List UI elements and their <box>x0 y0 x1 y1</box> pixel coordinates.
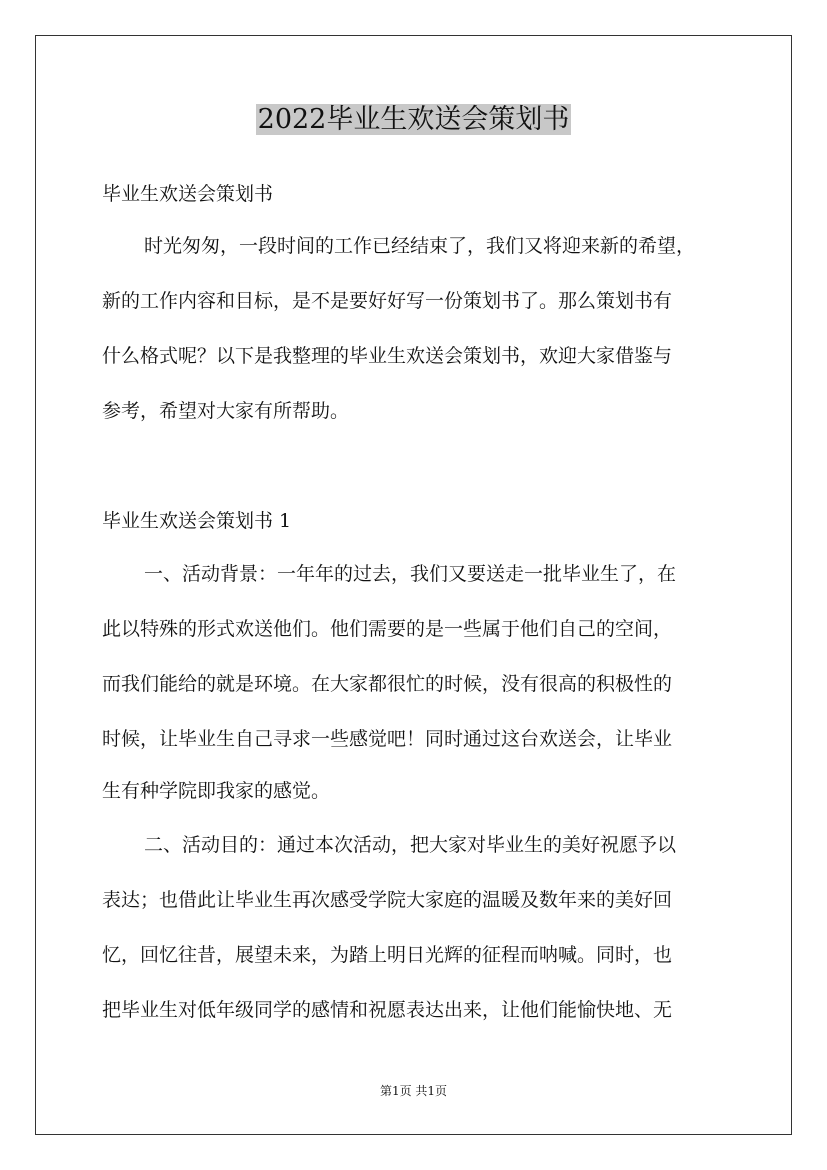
section-heading: 毕业生欢送会策划书 1 <box>102 510 292 532</box>
intro-line: 新的工作内容和目标，是不是要好好写一份策划书了。那么策划书有 <box>102 290 673 312</box>
paragraph-line: 此以特殊的形式欢送他们。他们需要的是一些属于他们自己的空间， <box>102 618 673 640</box>
paragraph-line: 表达；也借此让毕业生再次感受学院大家庭的温暖及数年来的美好回 <box>102 889 673 911</box>
page-footer: 第1页 共1页 <box>379 1084 448 1098</box>
paragraph-line: 而我们能给的就是环境。在大家都很忙的时候，没有很高的积极性的 <box>102 673 673 695</box>
intro-line: 什么格式呢？以下是我整理的毕业生欢送会策划书，欢迎大家借鉴与 <box>102 345 673 367</box>
paragraph-line: 时候，让毕业生自己寻求一些感觉吧！同时通过这台欢送会，让毕业 <box>102 728 673 750</box>
paragraph-line: 二、活动目的：通过本次活动，把大家对毕业生的美好祝愿予以 <box>144 834 677 856</box>
paragraph-line: 生有种学院即我家的感觉。 <box>102 780 331 802</box>
intro-line: 时光匆匆，一段时间的工作已经结束了，我们又将迎来新的希望， <box>144 235 696 257</box>
paragraph-line: 一、活动背景：一年年的过去，我们又要送走一批毕业生了，在 <box>144 563 677 585</box>
paragraph-line: 把毕业生对低年级同学的感情和祝愿表达出来，让他们能愉快地、无 <box>102 999 673 1021</box>
intro-line: 参考，希望对大家有所帮助。 <box>102 400 350 422</box>
document-title-text: 2022毕业生欢送会策划书 <box>257 104 570 135</box>
paragraph-line: 忆，回忆往昔，展望未来，为踏上明日光辉的征程而呐喊。同时，也 <box>102 944 673 966</box>
document-subtitle: 毕业生欢送会策划书 <box>102 183 274 205</box>
document-title <box>0 98 827 142</box>
